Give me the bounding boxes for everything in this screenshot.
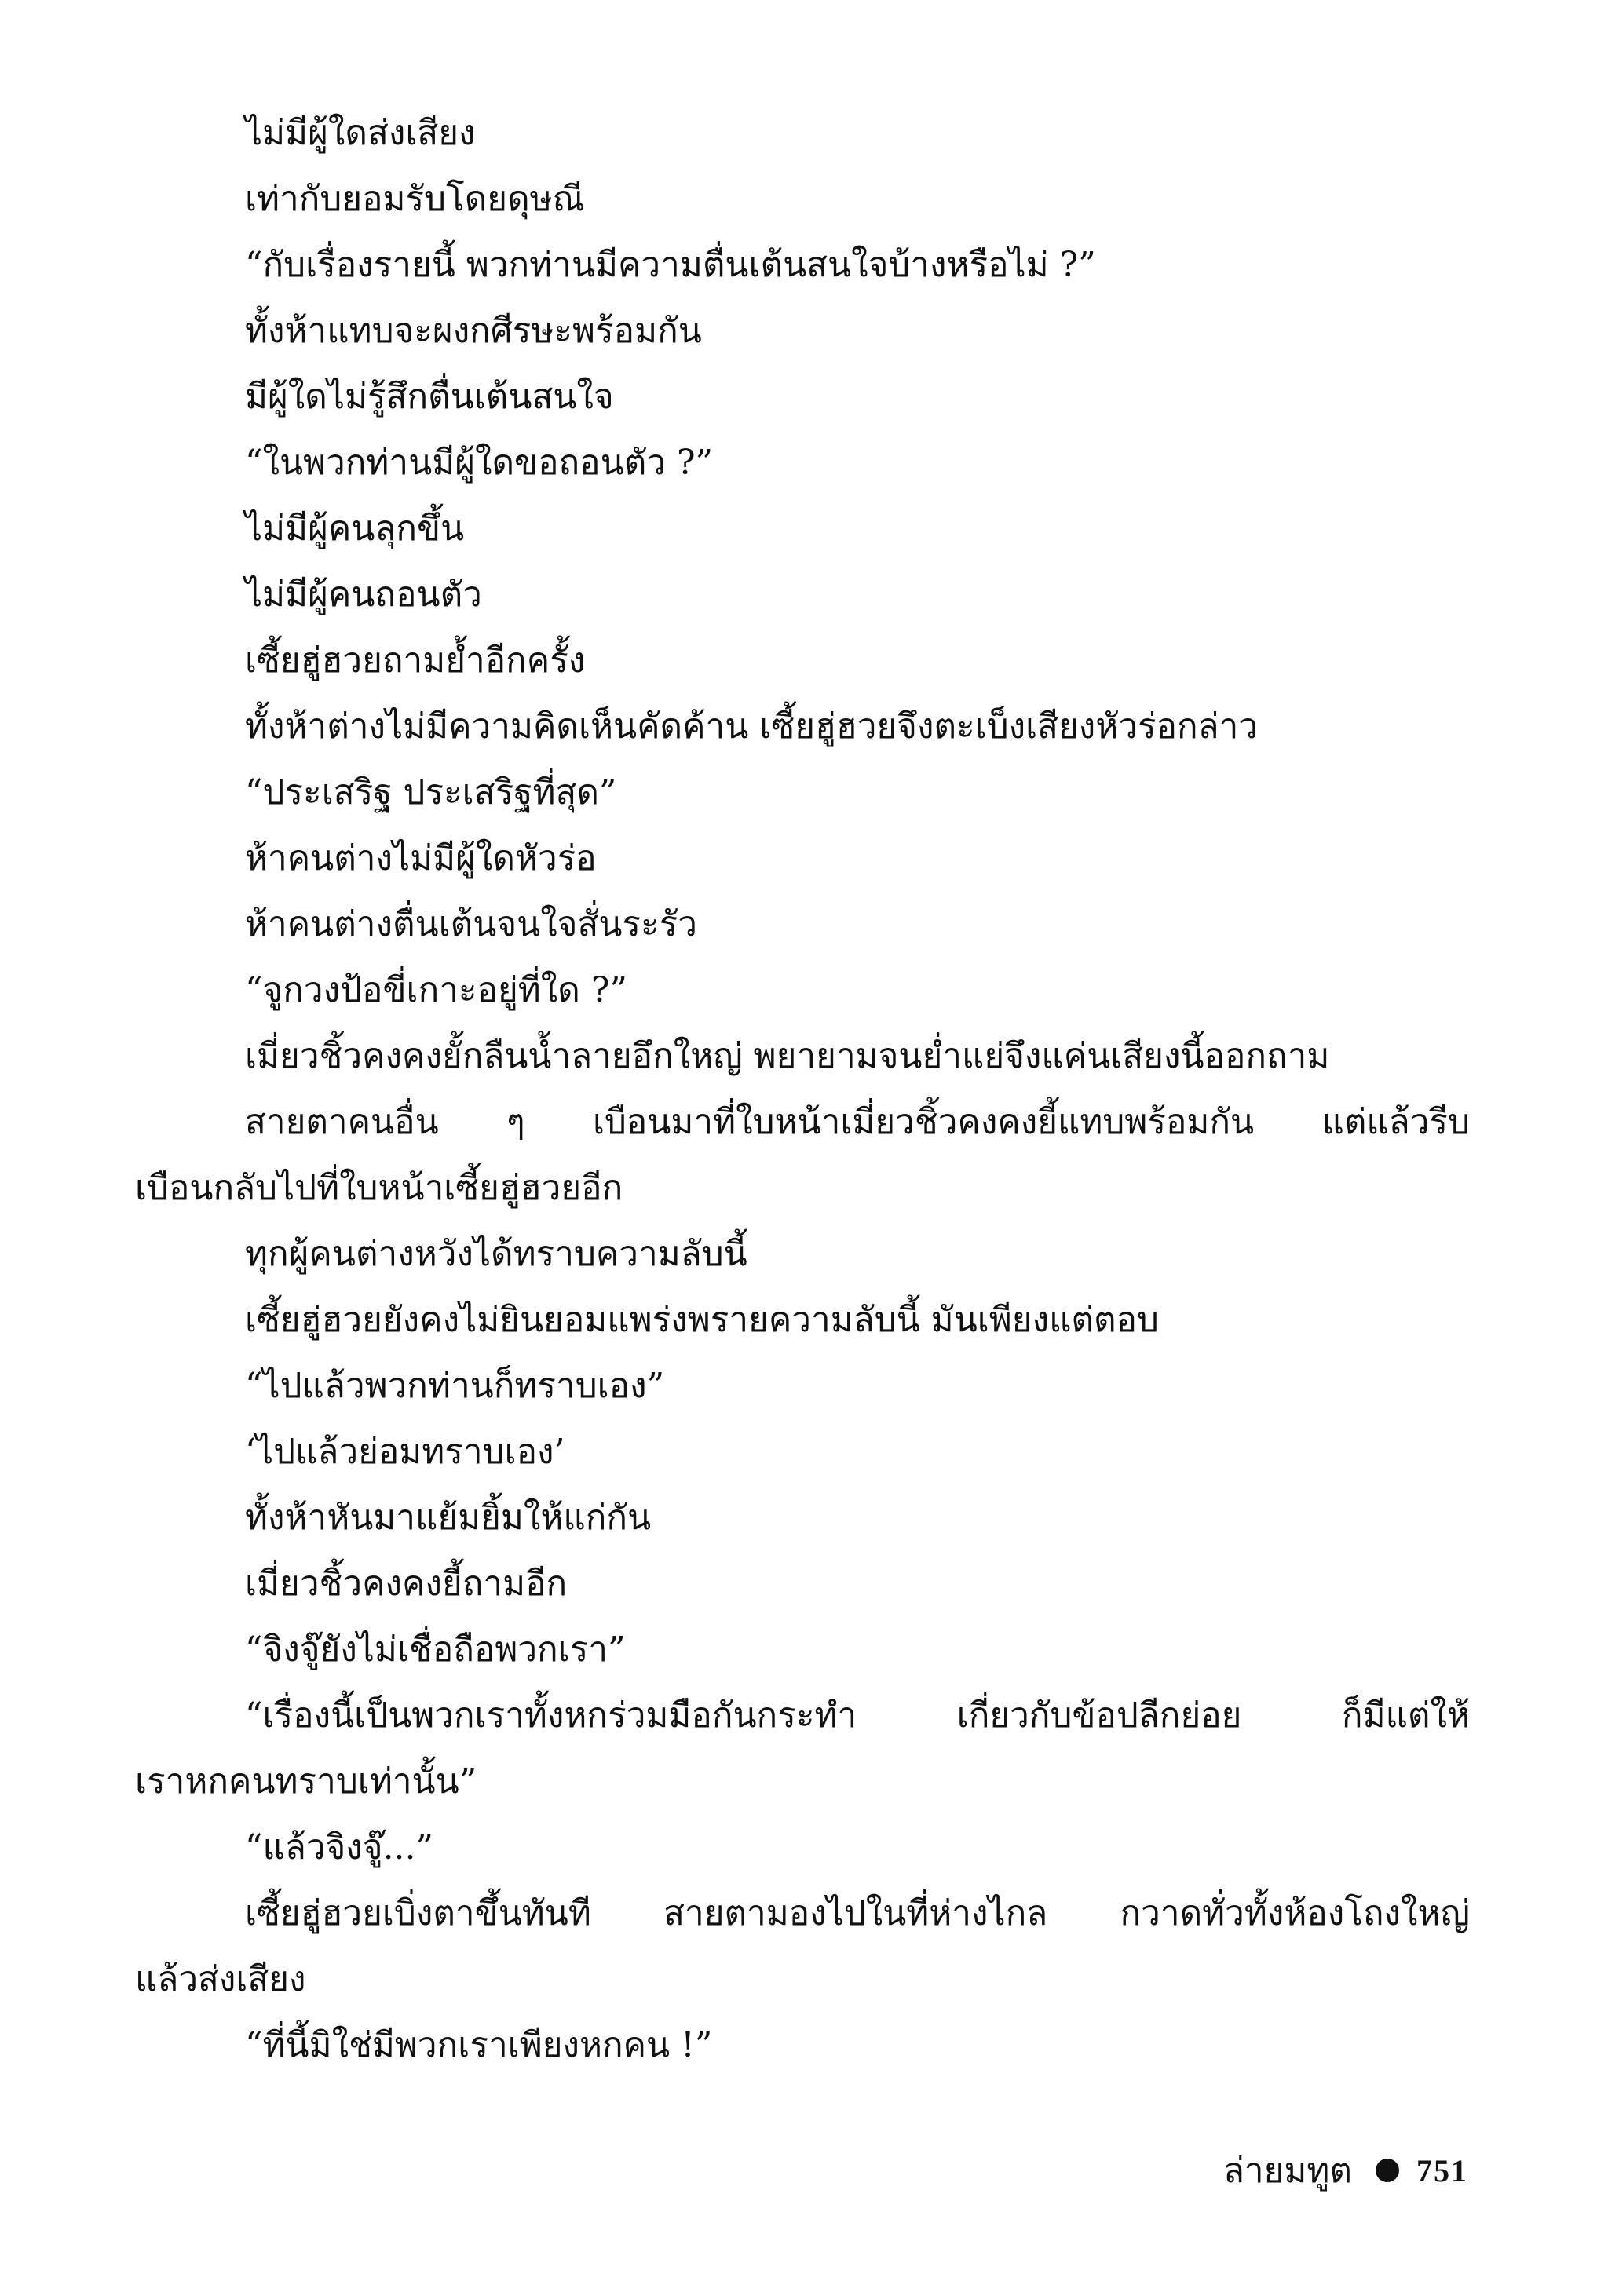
paragraph-line: ไม่มีผู้คนถอนตัว [245, 575, 482, 615]
page-footer [1178, 2143, 1468, 2198]
paragraph-line: ทั้งห้าต่างไม่มีความคิดเห็นคัดค้าน เซี้ยฮู่ฮวยจึงตะเบ็งเสียงหัวร่อกล่าว [245, 706, 1259, 746]
paragraph-line: ห้าคนต่างตื่นเต้นจนใจสั่นระรัว [245, 904, 697, 944]
bullet-icon [1376, 2159, 1399, 2182]
page-number: 751 [1416, 2152, 1468, 2188]
paragraph-continuation-line: เบือนกลับไปที่ใบหน้าเซี้ยฮู่ฮวยอีก [135, 1168, 623, 1208]
paragraph-line: เซี้ยฮู่ฮวยถามย้ำอีกครั้ง [245, 641, 586, 681]
paragraph-continuation-line: แล้วส่งเสียง [135, 1959, 306, 1999]
paragraph-line: ทุกผู้คนต่างหวังได้ทราบความลับนี้ [245, 1234, 747, 1274]
paragraph-line: สายตาคนอื่น ๆ เบือนมาที่ใบหน้าเมี่ยวชิ้วคงคงยี้แทบพร้อมกัน แต่แล้วรีบ [245, 1102, 1470, 1142]
paragraph-line: ไม่มีผู้ใดส่งเสียง [245, 113, 476, 153]
paragraph-line: ไม่มีผู้คนลุกขึ้น [245, 509, 465, 549]
paragraph-line: มีผู้ใดไม่รู้สึกตื่นเต้นสนใจ [245, 377, 614, 417]
paragraph-line: “ในพวกท่านมีผู้ใดขอถอนตัว ?” [245, 443, 714, 483]
paragraph-line: “กับเรื่องรายนี้ พวกท่านมีความตื่นเต้นสนใจบ้างหรือไม่ ?” [245, 245, 1096, 285]
paragraph-line: เท่ากับยอมรับโดยดุษณี [245, 179, 585, 219]
paragraph-line: เมี่ยวชิ้วคงคงยี้ถามอีก [245, 1564, 568, 1604]
paragraph-line: “จูกวงป้อขี่เกาะอยู่ที่ใด ?” [245, 970, 627, 1010]
paragraph-line: “ประเสริฐ ประเสริฐที่สุด” [245, 772, 617, 812]
paragraph-line: เมี่ยวชิ้วคงคงยั้กลืนน้ำลายอึกใหญ่ พยายามจนย่ำแย่จึงแค่นเสียงนี้ออกถาม [245, 1036, 1330, 1076]
paragraph-line: “ที่นี้มิใช่มีพวกเราเพียงหกคน !” [245, 2025, 713, 2065]
running-book-title: ล่ายมทูต [1222, 2151, 1352, 2191]
paragraph-line: เซี้ยฮู่ฮวยเบิ่งตาขึ้นทันที สายตามองไปในที่ห่างไกล กวาดทั่วทั้งห้องโถงใหญ่ [245, 1893, 1470, 1933]
paragraph-continuation-line: เราหกคนทราบเท่านั้น” [135, 1761, 477, 1801]
paragraph-line: ทั้งห้าแทบจะผงกศีรษะพร้อมกัน [245, 311, 702, 351]
paragraph-line: “เรื่องนี้เป็นพวกเราทั้งหกร่วมมือกันกระทำ เกี่ยวกับข้อปลีกย่อย ก็มีแต่ให้ [245, 1696, 1470, 1736]
paragraph-line: “จิงจู๊ยังไม่เชื่อถือพวกเรา” [245, 1630, 626, 1670]
page-body-text [135, 100, 1470, 2079]
paragraph-line: ‘ไปแล้วย่อมทราบเอง’ [245, 1432, 565, 1472]
paragraph-line: “แล้วจิงจู๊...” [245, 1827, 434, 1867]
paragraph-line: “ไปแล้วพวกท่านก็ทราบเอง” [245, 1366, 665, 1406]
paragraph-line: ทั้งห้าหันมาแย้มยิ้มให้แก่กัน [245, 1498, 652, 1538]
paragraph-line: ห้าคนต่างไม่มีผู้ใดหัวร่อ [245, 838, 597, 878]
paragraph-line: เซี้ยฮู่ฮวยยังคงไม่ยินยอมแพร่งพรายความลับนี้ มันเพียงแต่ตอบ [245, 1300, 1159, 1340]
